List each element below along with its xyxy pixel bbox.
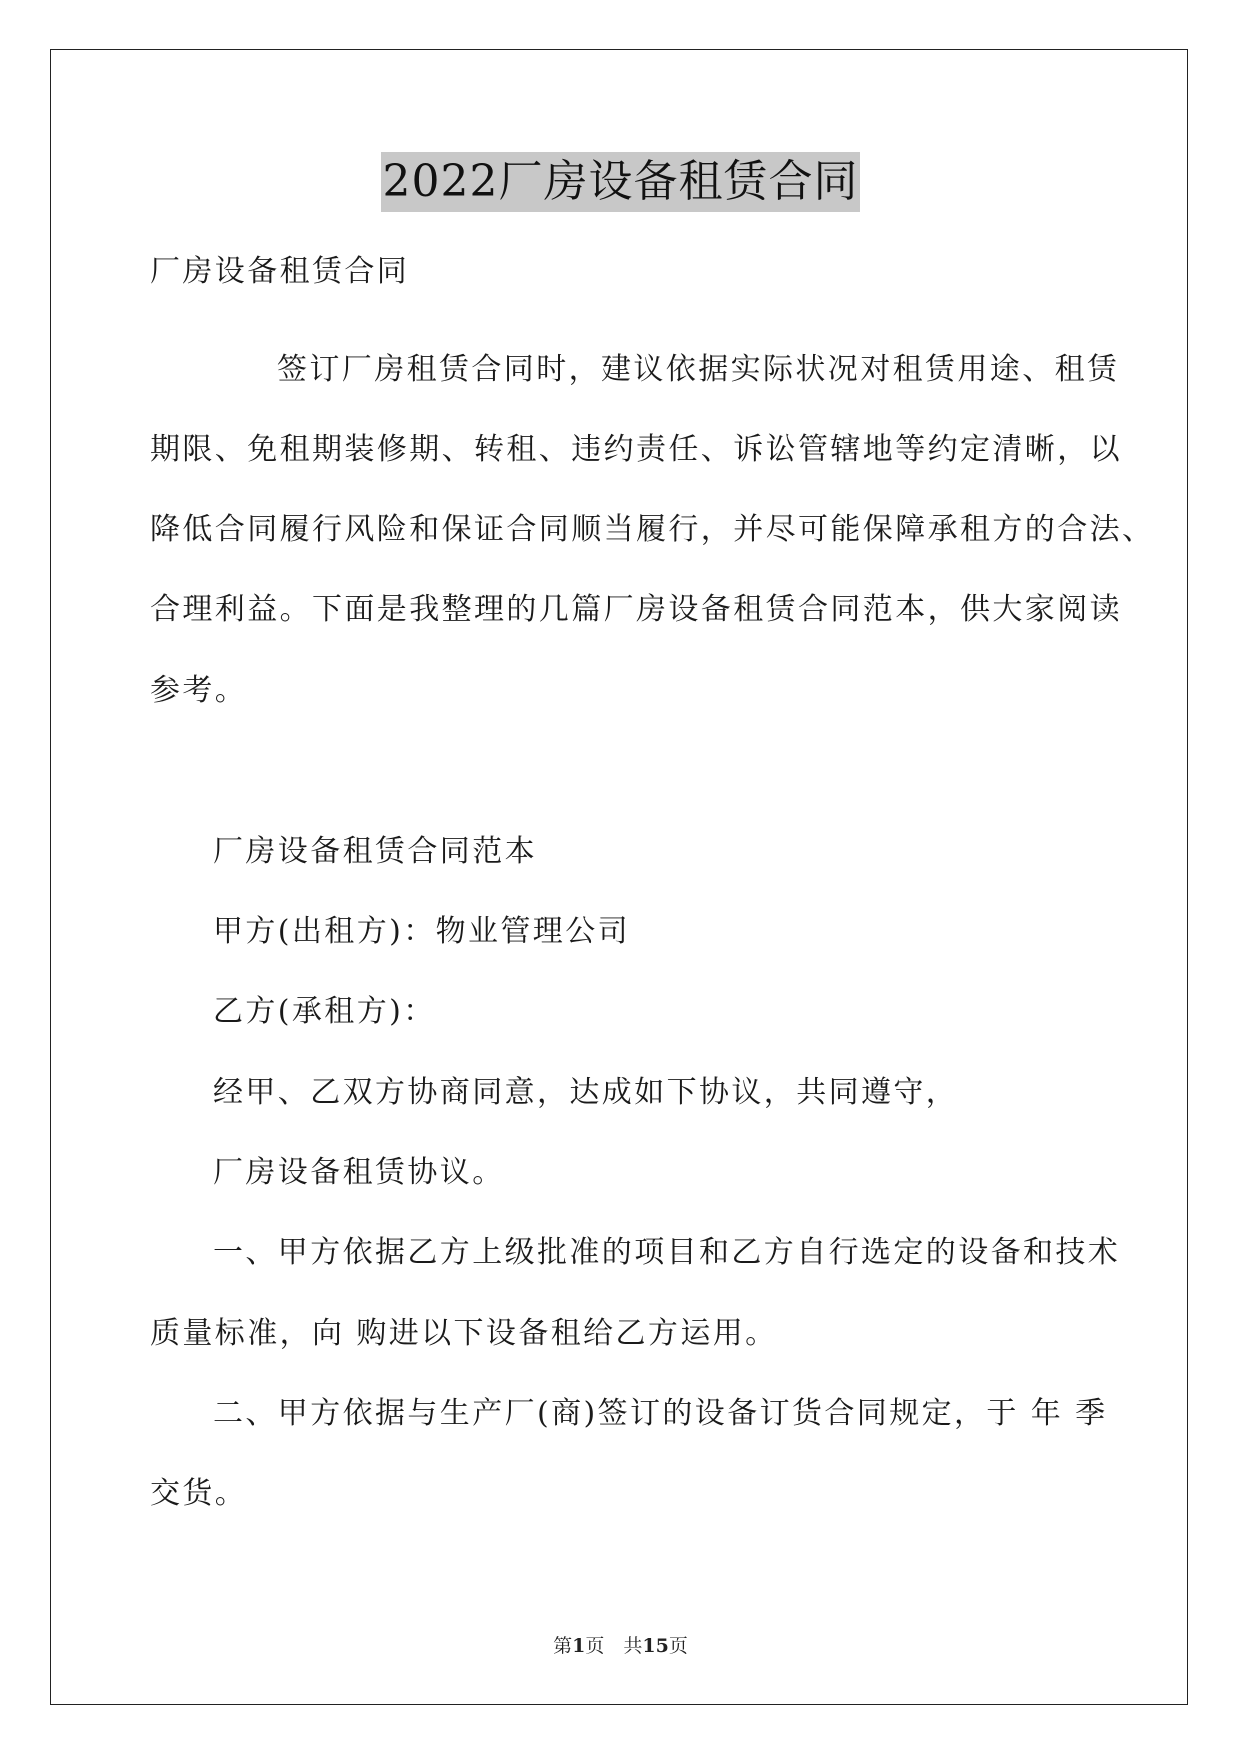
clause-2-line-2: 交货。 bbox=[150, 1476, 248, 1511]
intro-line-4: 合理利益。下面是我整理的几篇厂房设备租赁合同范本，供大家阅读 bbox=[150, 592, 1122, 627]
title-container bbox=[0, 152, 1241, 212]
party-a-line: 甲方(出租方)：物业管理公司 bbox=[213, 914, 631, 949]
section-heading: 厂房设备租赁合同范本 bbox=[213, 834, 537, 869]
page-prefix: 第 bbox=[553, 1635, 573, 1657]
intro-line-3: 降低合同履行风险和保证合同顺当履行，并尽可能保障承租方的合法、 bbox=[150, 512, 1155, 547]
document-title: 2022厂房设备租赁合同 bbox=[381, 152, 861, 212]
page-current: 1 bbox=[572, 1635, 586, 1657]
party-b-line: 乙方(承租方)： bbox=[213, 994, 436, 1029]
intro-line-5: 参考。 bbox=[150, 673, 248, 708]
agreement-line: 经甲、乙双方协商同意，达成如下协议，共同遵守， bbox=[213, 1075, 959, 1110]
agreement-name: 厂房设备租赁协议。 bbox=[213, 1155, 505, 1190]
intro-line-1: 签订厂房租赁合同时，建议依据实际状况对租赁用途、租赁 bbox=[277, 352, 1120, 387]
clause-2-line-1: 二、甲方依据与生产厂(商)签订的设备订货合同规定，于 年 季 bbox=[213, 1396, 1108, 1431]
page-border bbox=[50, 49, 1188, 1705]
document-subtitle: 厂房设备租赁合同 bbox=[150, 254, 410, 289]
page-footer bbox=[0, 1634, 1241, 1658]
clause-1-line-1: 一、甲方依据乙方上级批准的项目和乙方自行选定的设备和技术 bbox=[213, 1235, 1121, 1270]
page-suffix: 页 bbox=[668, 1635, 688, 1657]
clause-1-line-2: 质量标准，向 购进以下设备租给乙方运用。 bbox=[150, 1316, 778, 1351]
intro-line-2: 期限、免租期装修期、转租、违约责任、诉讼管辖地等约定清晰，以 bbox=[150, 432, 1122, 467]
page-total: 15 bbox=[642, 1635, 669, 1657]
page-mid: 页 共 bbox=[585, 1635, 643, 1657]
